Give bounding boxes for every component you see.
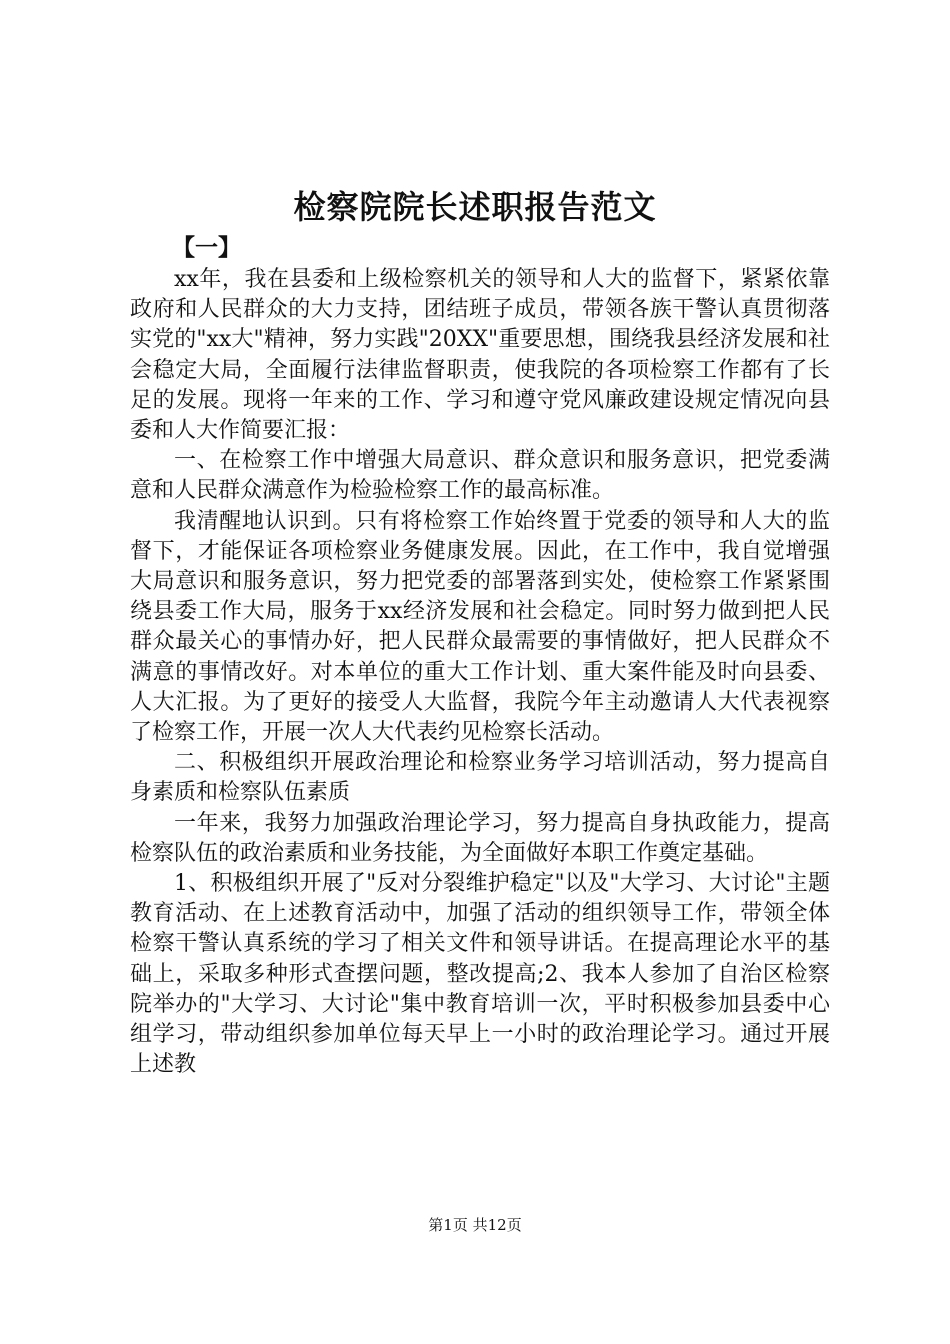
paragraph: xx年，我在县委和上级检察机关的领导和人大的监督下，紧紧依靠政府和人民群众的大力支持，团结班子成员，带领各族干警认真贯彻落实党的"xx大"精神，努力实践"20XX"重要思想，围绕我县经济发展和社会稳定大局，全面履行法律监督职责，使我院的各项检察工作都有了长足的发展。现将一年来的工作、学习和遵守党风廉政建设规定情况向县委和人大作简要汇报：: [130, 267, 830, 444]
page-number-footer: 第1页 共12页: [428, 1216, 522, 1234]
paragraph: 我清醒地认识到。只有将检察工作始终置于党委的领导和人大的监督下，才能保证各项检察业务健康发展。因此，在工作中，我自觉增强大局意识和服务意识，努力把党委的部署落到实处，使检察工作紧紧围绕县委工作大局，服务于xx经济发展和社会稳定。同时努力做到把人民群众最关心的事情办好，把人民群众最需要的事情做好，把人民群众不满意的事情改好。对本单位的重大工作计划、重大案件能及时向县委、人大汇报。为了更好的接受人大监督，我院今年主动邀请人大代表视察了检察工作，开展一次人大代表约见检察长活动。: [130, 508, 830, 746]
paragraph: 一、在检察工作中增强大局意识、群众意识和服务意识，把党委满意和人民群众满意作为检验检察工作的最高标准。: [130, 448, 830, 504]
paragraph: 二、积极组织开展政治理论和检察业务学习培训活动，努力提高自身素质和检察队伍素质: [130, 750, 830, 806]
paragraph: 1、积极组织开展了"反对分裂维护稳定"以及"大学习、大讨论"主题教育活动、在上述教育活动中，加强了活动的组织领导工作，带领全体检察干警认真系统的学习了相关文件和领导讲话。在提高理论水平的基础上，采取多种形式查摆问题，整改提高;2、我本人参加了自治区检察院举办的"大学习、大讨论"集中教育培训一次，平时积极参加县委中心组学习，带动组织参加单位每天早上一小时的政治理论学习。通过开展上述教: [130, 871, 830, 1078]
document-body: [130, 265, 830, 1080]
paragraph: 一年来，我努力加强政治理论学习，努力提高自身执政能力，提高检察队伍的政治素质和业务技能，为全面做好本职工作奠定基础。: [130, 810, 830, 866]
document-title: 检察院院长述职报告范文: [293, 188, 657, 226]
section-marker: 【一】: [172, 234, 241, 261]
